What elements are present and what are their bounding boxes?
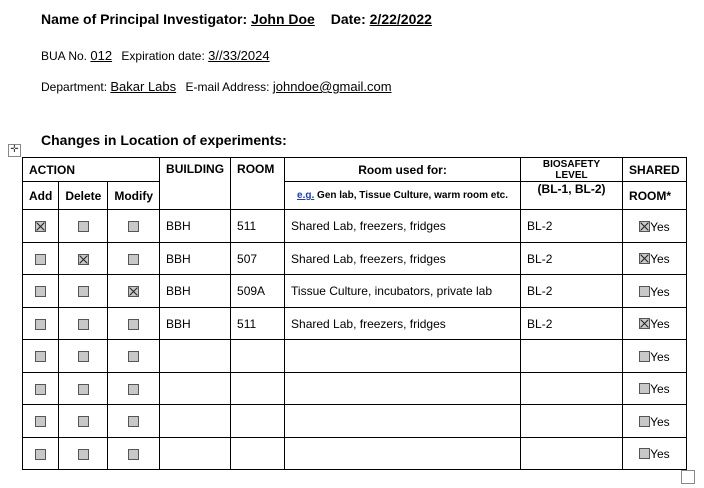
bsl-cell[interactable]: BL-2: [521, 275, 623, 308]
used-cell[interactable]: [285, 373, 521, 405]
email-value[interactable]: johndoe@gmail.com: [272, 79, 392, 94]
room-cell[interactable]: [231, 340, 285, 373]
modify-checkbox[interactable]: [128, 449, 139, 460]
delete-checkbox[interactable]: [78, 286, 89, 297]
building-cell[interactable]: [160, 405, 231, 438]
delete-cell: [59, 438, 108, 470]
yes-label: Yes: [650, 219, 670, 234]
building-cell[interactable]: BBH: [160, 308, 231, 340]
table-row: [23, 308, 687, 340]
shared-cell: [623, 210, 687, 243]
used-cell[interactable]: Shared Lab, freezers, fridges: [285, 210, 521, 243]
header-add: Add: [23, 182, 59, 210]
modify-checkbox[interactable]: [128, 351, 139, 362]
add-checkbox[interactable]: [35, 286, 46, 297]
modify-checkbox[interactable]: [128, 384, 139, 395]
shared-checkbox[interactable]: [639, 286, 650, 297]
shared-checkbox[interactable]: [639, 221, 650, 232]
shared-checkbox[interactable]: [639, 253, 650, 264]
add-cell: [23, 308, 59, 340]
modify-checkbox[interactable]: [128, 286, 139, 297]
modify-checkbox[interactable]: [128, 254, 139, 265]
eg-link: e.g.: [297, 190, 315, 201]
room-cell[interactable]: [231, 373, 285, 405]
bsl-cell[interactable]: [521, 340, 623, 373]
add-cell: [23, 243, 59, 275]
shared-cell: [623, 275, 687, 308]
yes-label: Yes: [650, 414, 670, 429]
delete-cell: [59, 308, 108, 340]
building-cell[interactable]: BBH: [160, 243, 231, 275]
header-delete: Delete: [59, 182, 108, 210]
bsl-cell[interactable]: BL-2: [521, 243, 623, 275]
delete-cell: [59, 405, 108, 438]
add-checkbox[interactable]: [35, 254, 46, 265]
building-cell[interactable]: [160, 373, 231, 405]
delete-checkbox[interactable]: [78, 416, 89, 427]
modify-checkbox[interactable]: [128, 416, 139, 427]
add-cell: [23, 438, 59, 470]
table-row: [23, 373, 687, 405]
add-checkbox[interactable]: [35, 319, 46, 330]
modify-cell: [108, 373, 160, 405]
add-checkbox[interactable]: [35, 416, 46, 427]
header-room-used-hint: [285, 182, 521, 210]
add-checkbox[interactable]: [35, 449, 46, 460]
used-cell[interactable]: Tissue Culture, incubators, private lab: [285, 275, 521, 308]
add-cell: [23, 405, 59, 438]
modify-cell: [108, 438, 160, 470]
room-cell[interactable]: 509A: [231, 275, 285, 308]
table-row: [23, 438, 687, 470]
shared-checkbox[interactable]: [639, 416, 650, 427]
bsl-cell[interactable]: BL-2: [521, 308, 623, 340]
used-cell[interactable]: [285, 438, 521, 470]
table-move-handle-icon[interactable]: ✛: [8, 144, 21, 157]
shared-cell: [623, 373, 687, 405]
yes-label: Yes: [650, 349, 670, 364]
bua-label: BUA No.: [41, 49, 88, 63]
shared-cell: [623, 438, 687, 470]
add-cell: [23, 373, 59, 405]
pi-line: [41, 11, 432, 27]
used-cell[interactable]: [285, 340, 521, 373]
modify-cell: [108, 308, 160, 340]
modify-checkbox[interactable]: [128, 319, 139, 330]
modify-checkbox[interactable]: [128, 221, 139, 232]
table-resize-handle[interactable]: [681, 470, 695, 484]
shared-checkbox[interactable]: [639, 318, 650, 329]
table-row: [23, 405, 687, 438]
bua-value[interactable]: 012: [90, 48, 113, 63]
used-cell[interactable]: [285, 405, 521, 438]
exp-label: Expiration date:: [121, 49, 205, 63]
room-cell[interactable]: 511: [231, 308, 285, 340]
yes-label: Yes: [650, 316, 670, 331]
date-label: Date:: [330, 11, 366, 27]
bsl-cell[interactable]: [521, 438, 623, 470]
header-building: BUILDING: [160, 158, 231, 210]
modify-cell: [108, 210, 160, 243]
building-cell[interactable]: [160, 340, 231, 373]
delete-cell: [59, 243, 108, 275]
room-cell[interactable]: 507: [231, 243, 285, 275]
bsl-cell[interactable]: [521, 405, 623, 438]
header-modify: Modify: [108, 182, 160, 210]
building-cell[interactable]: BBH: [160, 275, 231, 308]
table-row: [23, 275, 687, 308]
modify-cell: [108, 243, 160, 275]
used-cell[interactable]: Shared Lab, freezers, fridges: [285, 243, 521, 275]
delete-cell: [59, 275, 108, 308]
building-cell[interactable]: [160, 438, 231, 470]
delete-checkbox[interactable]: [78, 254, 89, 265]
header-action: ACTION: [23, 158, 160, 182]
table-row: [23, 243, 687, 275]
exp-value[interactable]: 3//33/2024: [208, 48, 270, 63]
header-room-used: Room used for:: [285, 158, 521, 182]
shared-checkbox[interactable]: [639, 448, 650, 459]
delete-checkbox[interactable]: [78, 319, 89, 330]
room-cell[interactable]: 511: [231, 210, 285, 243]
delete-checkbox[interactable]: [78, 449, 89, 460]
delete-checkbox[interactable]: [78, 384, 89, 395]
header-shared-2: ROOM*: [623, 182, 687, 210]
pi-label: Name of Principal Investigator:: [41, 11, 248, 27]
building-cell[interactable]: BBH: [160, 210, 231, 243]
room-cell[interactable]: [231, 438, 285, 470]
shared-cell: [623, 308, 687, 340]
add-checkbox[interactable]: [35, 351, 46, 362]
table-row: [23, 340, 687, 373]
add-checkbox[interactable]: [35, 221, 46, 232]
yes-label: Yes: [650, 284, 670, 299]
header-bsl-hint: (BL-1, BL-2): [521, 182, 623, 210]
add-checkbox[interactable]: [35, 384, 46, 395]
bsl-cell[interactable]: [521, 373, 623, 405]
dept-label: Department:: [41, 80, 108, 94]
shared-cell: [623, 243, 687, 275]
table-row: [23, 210, 687, 243]
dept-value[interactable]: Bakar Labs: [110, 79, 177, 94]
section-title: Changes in Location of experiments:: [41, 132, 287, 148]
yes-label: Yes: [650, 251, 670, 266]
modify-cell: [108, 275, 160, 308]
bua-line: [41, 48, 270, 63]
header-room: ROOM: [231, 158, 285, 210]
header-shared: SHARED: [623, 158, 687, 182]
room-cell[interactable]: [231, 405, 285, 438]
locations-table: [22, 157, 687, 470]
bsl-cell[interactable]: BL-2: [521, 210, 623, 243]
hint-text: Gen lab, Tissue Culture, warm room etc.: [314, 190, 509, 201]
dept-line: [41, 79, 392, 94]
shared-cell: [623, 340, 687, 373]
used-cell[interactable]: Shared Lab, freezers, fridges: [285, 308, 521, 340]
shared-checkbox[interactable]: [639, 351, 650, 362]
yes-label: Yes: [650, 381, 670, 396]
yes-label: Yes: [650, 446, 670, 461]
delete-checkbox[interactable]: [78, 351, 89, 362]
header-bsl: BIOSAFETY LEVEL: [521, 158, 623, 182]
add-cell: [23, 275, 59, 308]
shared-checkbox[interactable]: [639, 383, 650, 394]
modify-cell: [108, 340, 160, 373]
add-cell: [23, 210, 59, 243]
date-value[interactable]: 2/22/2022: [369, 11, 432, 27]
add-cell: [23, 340, 59, 373]
pi-value[interactable]: John Doe: [251, 11, 315, 27]
delete-cell: [59, 210, 108, 243]
delete-cell: [59, 373, 108, 405]
delete-cell: [59, 340, 108, 373]
delete-checkbox[interactable]: [78, 221, 89, 232]
shared-cell: [623, 405, 687, 438]
modify-cell: [108, 405, 160, 438]
email-label: E-mail Address:: [185, 80, 270, 94]
